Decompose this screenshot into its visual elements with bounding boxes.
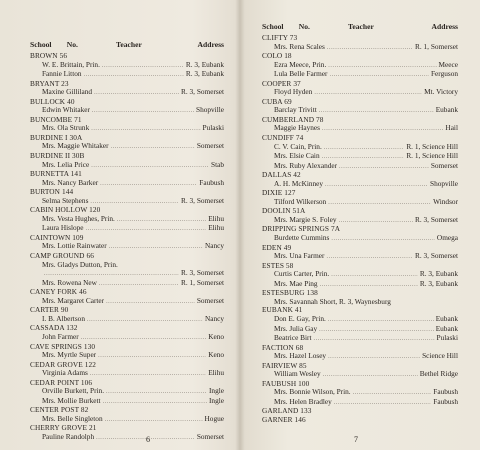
school-name: DOOLIN 51A <box>262 206 306 216</box>
school-name: CASSADA 132 <box>30 323 78 333</box>
teacher-name: Mrs. Belle Singleton <box>42 413 103 423</box>
teacher-address: R. 3, Eubank <box>419 278 458 288</box>
school-name: DALLAS 42 <box>262 170 301 180</box>
teacher-name: Floyd Hyden <box>274 87 313 97</box>
teacher-name: Mrs. Ola Strunk <box>42 123 90 133</box>
school-name: CARTER 90 <box>30 305 69 315</box>
dot-leader <box>102 62 184 71</box>
dot-leader <box>339 217 414 226</box>
school-name: FAUBUSH 100 <box>262 378 310 388</box>
teacher-address: Meece <box>438 59 458 69</box>
school-name: DIXIE 127 <box>262 188 296 198</box>
header-address: Address <box>197 40 224 49</box>
teacher-address: Nancy <box>204 313 224 323</box>
teacher-name: Laura Hislope <box>42 223 84 233</box>
school-name: COLO 18 <box>262 51 292 61</box>
teacher-name: Mrs. Myrtle Super <box>42 350 97 360</box>
school-name: CUBA 69 <box>262 96 292 106</box>
teacher-name: Mrs. Mae Ping <box>274 278 318 288</box>
teacher-name: Beatrice Birt <box>274 333 312 343</box>
dot-leader <box>325 181 428 190</box>
teacher-name: Edwin Whitaker <box>42 105 90 115</box>
teacher-address: Ferguson <box>430 69 458 79</box>
teacher-address: Science Hill <box>422 351 458 361</box>
dot-leader <box>328 316 434 325</box>
teacher-address: R. 3, Eubank <box>185 69 224 79</box>
teacher-name: Mrs. Elsie Cain <box>274 151 320 161</box>
school-name: CANEY FORK 46 <box>30 287 87 297</box>
teacher-name: Mrs. Maggie Whitaker <box>42 141 109 151</box>
dot-leader <box>328 199 431 208</box>
teacher-address: Somerset <box>196 141 224 151</box>
dot-leader <box>87 316 203 325</box>
dot-leader <box>319 107 434 116</box>
school-name: CAINTOWN 109 <box>30 232 84 242</box>
teacher-name: Mrs. Margie S. Foley <box>274 214 337 224</box>
teacher-name: Fannie Litton <box>42 69 82 79</box>
school-name: BULLOCK 40 <box>30 96 75 106</box>
teacher-name: John Farmer <box>42 331 79 341</box>
dot-leader <box>324 144 405 153</box>
teacher-address: R. 3, Somerset <box>415 214 458 224</box>
dot-leader <box>328 353 420 362</box>
school-name: CUMBERLAND 78 <box>262 114 324 124</box>
dot-leader <box>331 235 435 244</box>
dot-leader <box>81 334 207 343</box>
dot-leader <box>98 352 206 361</box>
header-teacher: Teacher <box>348 22 374 31</box>
teacher-address: R. 3, Eubank <box>185 59 224 69</box>
dot-leader <box>103 398 207 407</box>
dot-leader <box>314 89 422 98</box>
teacher-name: C. V. Cain, Prin. <box>274 141 322 151</box>
column-header <box>262 22 458 31</box>
teacher-name: A. H. McKinney <box>274 178 324 188</box>
dot-leader <box>111 143 195 152</box>
page-number: 6 <box>146 435 150 444</box>
teacher-name: Mrs. Bonnie Wilson, Prin. <box>274 387 351 397</box>
page-number: 7 <box>354 435 358 444</box>
dot-leader <box>91 125 200 134</box>
school-name: CAVE SPRINGS 130 <box>30 341 96 351</box>
teacher-address: R. 3, Somerset <box>181 87 224 97</box>
teacher-address: Mt. Victory <box>424 87 458 97</box>
teacher-address: Pulaski <box>202 123 224 133</box>
header-address: Address <box>431 22 458 31</box>
teacher-name: Maggie Haynes <box>274 123 320 133</box>
teacher-name: Mrs. Helen Bradley <box>274 396 332 406</box>
dot-leader <box>319 326 434 335</box>
teacher-name: I. B. Albertson <box>42 313 85 323</box>
teacher-address: Keno <box>208 331 224 341</box>
teacher-address: Hail <box>445 123 458 133</box>
dot-leader <box>105 416 203 425</box>
teacher-name: Curtis Carter, Prin. <box>274 269 330 279</box>
dot-leader <box>327 44 413 53</box>
school-name: CHERRY GROVE 21 <box>30 423 97 433</box>
teacher-name: Mrs. Hazel Losey <box>274 351 327 361</box>
right-page <box>240 0 480 450</box>
dot-leader <box>100 180 197 189</box>
teacher-address: Ingle <box>209 386 224 396</box>
school-name: CLIFTY 73 <box>262 33 298 42</box>
dot-leader <box>99 280 179 289</box>
dot-leader <box>320 281 418 290</box>
school-name: CABIN HOLLOW 120 <box>30 205 101 215</box>
teacher-address: R. 3, Somerset <box>415 251 458 261</box>
school-name: CUNDIFF 74 <box>262 133 304 143</box>
teacher-address: Shopville <box>430 178 458 188</box>
teacher-address: Shopville <box>196 105 224 115</box>
teacher-address: R. 1, Science Hill <box>406 151 458 161</box>
dot-leader <box>330 71 429 80</box>
teacher-address: R. 3, Somerset <box>181 195 224 205</box>
school-name: BUNCOMBE 71 <box>30 114 82 124</box>
dot-leader <box>117 216 206 225</box>
teacher-address: R. 1, Science Hill <box>406 141 458 151</box>
teacher-name: Mrs. Savannah Short, R. 3, Waynesburg <box>274 296 391 306</box>
dot-leader <box>353 389 432 398</box>
dot-leader <box>94 89 179 98</box>
header-school-no: School No. <box>30 40 78 49</box>
teacher-address: Stab <box>211 159 224 169</box>
school-name: BURTON 144 <box>30 187 74 197</box>
teacher-address: R. 3, Eubank <box>419 269 458 279</box>
teacher-address: Eubank <box>435 323 458 333</box>
teacher-address: Omega <box>436 233 458 243</box>
school-name: CEDAR GROVE 122 <box>30 359 96 369</box>
teacher-name: Mrs. Rena Scales <box>274 41 325 51</box>
teacher-name: Barclay Trivitt <box>274 105 317 115</box>
teacher-name: Mrs. Nancy Barker <box>42 177 99 187</box>
dot-leader <box>84 71 184 80</box>
school-name: BRYANT 23 <box>30 78 69 88</box>
school-name: BURDINE II 30B <box>30 151 85 161</box>
teacher-name: Pauline Randolph <box>42 431 95 441</box>
school-name: EUBANK 41 <box>262 305 303 315</box>
school-name: CEDAR POINT 106 <box>30 377 93 387</box>
teacher-name: Mrs. Julia Gay <box>274 323 318 333</box>
teacher-address: Faubush <box>433 387 458 397</box>
teacher-name: William Wesley <box>274 369 321 379</box>
teacher-name: Don E. Gay, Prin. <box>274 313 326 323</box>
teacher-name: Lula Belle Farmer <box>274 69 328 79</box>
teacher-name: W. E. Brittain, Prin. <box>42 59 100 69</box>
teacher-address: Windsor <box>433 196 458 206</box>
teacher-address: Keno <box>208 350 224 360</box>
teacher-address: Nancy <box>204 241 224 251</box>
teacher-name: Mrs. Una Farmer <box>274 251 325 261</box>
teacher-address: Eubank <box>435 313 458 323</box>
teacher-address: R. 1, Somerset <box>415 41 458 51</box>
dot-leader <box>90 370 206 379</box>
teacher-address: R. 1, Somerset <box>181 277 224 287</box>
teacher-address: Faubush <box>433 396 458 406</box>
teacher-name: Ezra Meece, Prin. <box>274 59 327 69</box>
teacher-name: Mrs. Lelia Price <box>42 159 90 169</box>
teacher-name: Virginia Adams <box>42 368 88 378</box>
school-name: ESTES 58 <box>262 260 294 270</box>
dot-leader <box>323 371 418 380</box>
teacher-address: Elihu <box>208 368 224 378</box>
header-teacher: Teacher <box>116 40 142 49</box>
dot-leader <box>86 225 207 234</box>
school-name: EDEN 49 <box>262 242 292 252</box>
dot-leader <box>313 335 434 344</box>
school-name: GARLAND 133 <box>262 406 312 416</box>
teacher-row <box>30 433 224 443</box>
dot-leader <box>109 243 203 252</box>
teacher-name: Mrs. Gladys Dutton, Prin. <box>42 259 118 269</box>
dot-leader <box>106 388 207 397</box>
teacher-name: Maxine Gilliland <box>42 87 93 97</box>
school-directory-list <box>262 34 458 425</box>
teacher-name: Mrs. Margaret Carter <box>42 295 105 305</box>
dot-leader <box>106 298 195 307</box>
teacher-address: Elihu <box>208 223 224 233</box>
school-name: FACTION 68 <box>262 342 304 352</box>
teacher-name: Tilford Wilkerson <box>274 196 327 206</box>
column-header <box>30 40 224 49</box>
dot-leader <box>334 399 432 408</box>
teacher-name: Selma Stephens <box>42 195 89 205</box>
teacher-address: Somerset <box>430 160 458 170</box>
teacher-address: Faubush <box>199 177 224 187</box>
teacher-address: R. 3, Somerset <box>181 268 224 278</box>
dot-leader <box>322 125 443 134</box>
teacher-address: Hogue <box>204 413 224 423</box>
teacher-address: Somerset <box>196 295 224 305</box>
dot-leader <box>326 253 413 262</box>
teacher-name: Mrs. Lottie Rainwater <box>42 241 107 251</box>
school-name: COOPER 37 <box>262 78 301 88</box>
teacher-address: Ingle <box>209 395 224 405</box>
school-name: BURDINE I 30A <box>30 132 83 142</box>
teacher-address: Elihu <box>208 213 224 223</box>
teacher-address: Somerset <box>196 431 224 441</box>
teacher-name: Mrs. Vesta Hughes, Prin. <box>42 213 115 223</box>
school-name: FAIRVIEW 85 <box>262 360 307 370</box>
school-directory-list <box>30 52 224 443</box>
teacher-address: Eubank <box>435 105 458 115</box>
school-name: BROWN 56 <box>30 51 68 60</box>
teacher-row <box>262 234 458 244</box>
school-name: BURNETTA 141 <box>30 169 82 179</box>
school-name: GARNER 146 <box>262 414 306 424</box>
school-name: ESTESBURG 138 <box>262 288 318 298</box>
teacher-address: Bethel Ridge <box>419 369 458 379</box>
teacher-name: Mrs. Ruby Alexander <box>274 160 338 170</box>
school-name: CENTER POST 82 <box>30 405 89 415</box>
header-school-no: School No. <box>262 22 310 31</box>
dot-leader <box>339 163 429 172</box>
teacher-address: Pulaski <box>436 333 458 343</box>
dot-leader <box>331 271 418 280</box>
teacher-name: Mrs. Rowena New <box>42 277 97 287</box>
teacher-name: Burdette Cummins <box>274 233 330 243</box>
school-name: DRIPPING SPRINGS 7A <box>262 224 341 234</box>
teacher-name: Orville Burkett, Prin. <box>42 386 105 396</box>
dot-leader <box>328 62 436 71</box>
dot-leader <box>90 198 179 207</box>
school-name: CAMP GROUND 66 <box>30 251 94 261</box>
dot-leader <box>91 162 209 171</box>
dot-leader <box>92 107 194 116</box>
teacher-name: Mrs. Mollie Burkett <box>42 395 101 405</box>
